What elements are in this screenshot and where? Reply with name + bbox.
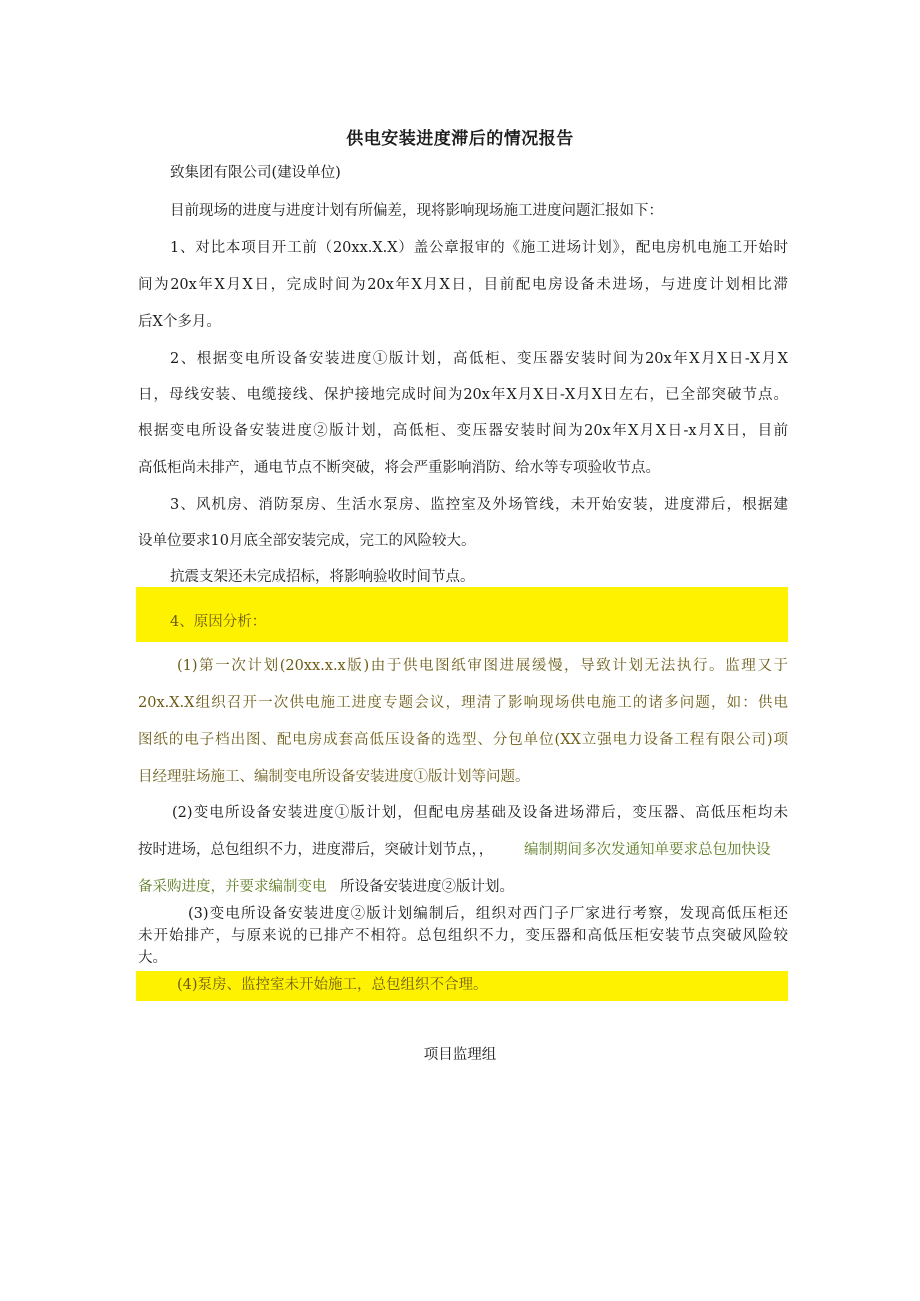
item3-line1: 3、风机房、消防泵房、生活水泵房、监控室及外场管线，未开始安装，进度滞后，根据建 [170, 497, 788, 513]
seismic-line: 抗震支架还未完成招标，将影响验收时间节点。 [170, 569, 475, 585]
item1-line3: 后X个多月。 [138, 314, 221, 330]
cause2-line2-part2: 编制期间多次发通知单要求总包加快设 [524, 842, 771, 858]
cause2-line3-part1: 备采购进度，并要求编制变电 [138, 879, 327, 895]
document-title: 供电安装进度滞后的情况报告 [346, 129, 574, 149]
item1-line1: 1、对比本项目开工前（20xx.X.X）盖公章报审的《施工进场计划》，配电房机电施工开始时 [170, 240, 788, 256]
item1-line2: 间为20x年X月X日，完成时间为20x年X月X日，目前配电房设备未进场，与进度计划相比滞 [138, 277, 788, 293]
cause2-line2-part1: 按时进场，总包组织不力，进度滞后，突破计划节点，， [138, 842, 494, 858]
cause2-line3-part2: 所设备安装进度②版计划。 [340, 879, 514, 895]
cause2-line1: (2)变电所设备安装进度①版计划，但配电房基础及设备进场滞后，变压器、高低压柜均未 [172, 805, 788, 821]
item3-line2: 设单位要求10月底全部安装完成，完工的风险较大。 [138, 533, 476, 549]
cause1-line4: 目经理驻场施工、编制变电所设备安装进度①版计划等问题。 [138, 769, 530, 785]
item4-heading: 4、原因分析： [170, 614, 267, 630]
cause1-line1: (1)第一次计划(20xx.x.x版)由于供电图纸审图进展缓慢，导致计划无法执行。监理又于 [177, 658, 788, 674]
cause3-line3: 大。 [138, 950, 167, 966]
cause3-line2: 未开始排产，与原来说的已排产不相符。总包组织不力，变压器和高低压柜安装节点突破风险较 [138, 928, 788, 944]
cause1-line2: 20x.X.X组织召开一次供电施工进度专题会议，理清了影响现场供电施工的诸多问题，如：供电 [138, 695, 788, 711]
cause4-line: (4)泵房、监控室未开始施工，总包组织不合理。 [177, 977, 488, 993]
item2-line4: 高低柜尚未排产，通电节点不断突破，将会严重影响消防、给水等专项验收节点。 [138, 460, 660, 476]
signature: 项目监理组 [423, 1047, 497, 1063]
cause3-line1: (3)变电所设备安装进度②版计划编制后，组织对西门子厂家进行考察，发现高低压柜还 [188, 906, 788, 922]
cause1-line3: 图纸的电子档出图、配电房成套高低压设备的选型、分包单位(XX立强电力设备工程有限公司)项 [138, 732, 788, 748]
item2-line2: 日，母线安装、电缆接线、保护接地完成时间为20x年X月X日-X月X日左右，已全部突破节点。 [138, 387, 788, 403]
recipient-line: 致集团有限公司(建设单位) [170, 165, 341, 181]
item2-line3: 根据变电所设备安装进度②版计划，高低柜、变压器安装时间为20x年X月X日-x月X日，目前 [138, 423, 788, 439]
item2-line1: 2、根据变电所设备安装进度①版计划，高低柜、变压器安装时间为20x年X月X日-X月X [170, 351, 788, 367]
intro-paragraph: 目前现场的进度与进度计划有所偏差，现将影响现场施工进度问题汇报如下： [170, 203, 663, 219]
